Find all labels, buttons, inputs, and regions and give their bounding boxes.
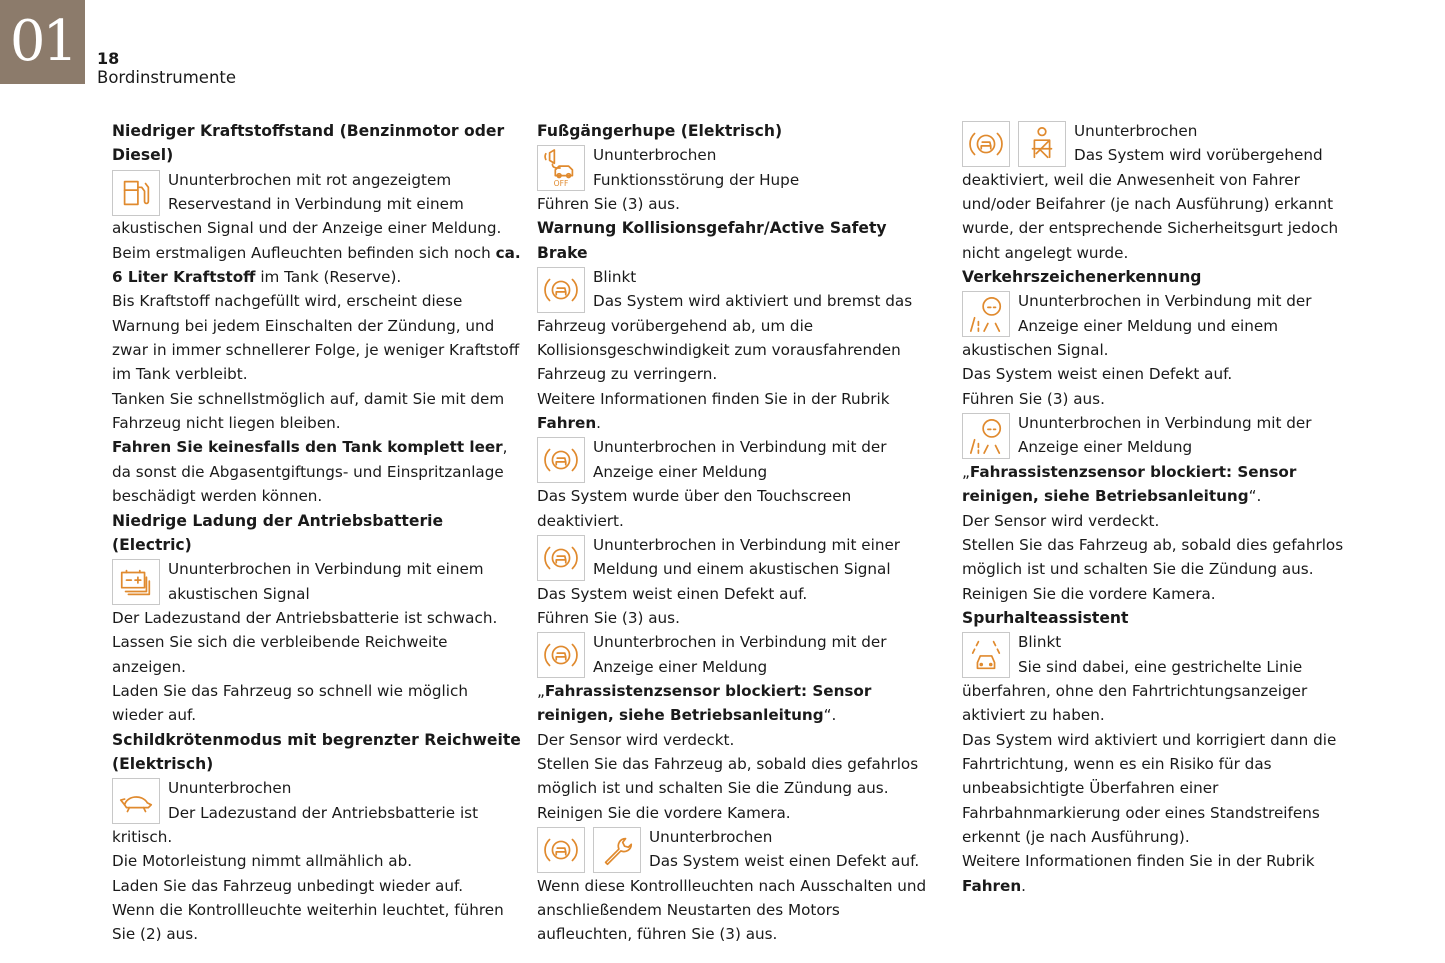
turtle-icon <box>112 778 160 824</box>
text: Funktionsstörung der Hupe <box>593 170 800 189</box>
seatbelt-icon <box>1018 121 1066 167</box>
text: Laden Sie das Fahrzeug unbedingt wieder auf. <box>112 876 464 895</box>
text: Wenn diese Kontrollleuchten nach Ausschalten und anschließendem Neustarten des Motors aufleuchten, führen Sie (3) aus. <box>537 876 927 944</box>
text: Reinigen Sie die vordere Kamera. <box>962 584 1216 603</box>
paragraph <box>112 168 522 241</box>
text: Weitere Informationen finden Sie in der Rubrik <box>537 389 890 408</box>
paragraph <box>112 289 522 386</box>
text: Ununterbrochen in Verbindung mit der Anzeige einer Meldung <box>593 438 887 481</box>
warning-lamp-group <box>962 121 1066 167</box>
text: Ununterbrochen <box>649 827 773 846</box>
warning-lamp-group <box>112 778 160 824</box>
paragraph <box>537 582 937 606</box>
paragraph <box>112 557 522 606</box>
warning-lamp-group <box>537 827 641 873</box>
text: Blinkt <box>1018 633 1062 652</box>
paragraph <box>962 509 1362 533</box>
paragraph <box>537 265 937 289</box>
text: , da sonst die Abgasentgiftungs- und Einspritzanlage beschädigt werden können. <box>112 438 508 506</box>
bold-text: Fahren <box>537 414 597 433</box>
text: Ununterbrochen in Verbindung mit der Anzeige einer Meldung „ <box>537 633 887 700</box>
text: Ununterbrochen mit rot angezeigtem Reservestand in Verbindung mit einem akustischen Signal und der Anzeige einer Meldung. <box>112 170 502 238</box>
wrench-icon <box>593 827 641 873</box>
text: Das System weist einen Defekt auf. <box>649 852 920 871</box>
warning-lamp-group <box>537 535 585 581</box>
warning-lamp-group <box>112 170 160 216</box>
text: “. <box>823 706 837 725</box>
paragraph <box>962 849 1362 898</box>
collision-icon <box>537 535 585 581</box>
paragraph <box>537 387 937 436</box>
paragraph <box>112 630 522 679</box>
paragraph <box>112 679 522 728</box>
text: Das System wird vorübergehend deaktiviert, weil die Anwesenheit von Fahrer und/oder Beifahrer (je nach Ausführung) erkannt wurde, der entsprechende Sicherheitsgurt jedoch nicht angelegt wurde. <box>962 146 1339 262</box>
paragraph <box>537 192 937 216</box>
text: Führen Sie (3) aus. <box>537 608 680 627</box>
paragraph <box>962 362 1362 386</box>
paragraph <box>537 484 937 533</box>
paragraph <box>962 728 1362 850</box>
paragraph <box>112 387 522 436</box>
text: . <box>1021 876 1026 895</box>
battery-icon <box>112 559 160 605</box>
paragraph <box>112 435 522 508</box>
text: Führen Sie (3) aus. <box>537 195 680 214</box>
collision-icon <box>537 827 585 873</box>
text: Die Motorleistung nimmt allmählich ab. <box>112 852 413 871</box>
text: Das System wird aktiviert und bremst das Fahrzeug vorübergehend ab, um die Kollisionsgeschwindigkeit zum vorausfahrenden Fahrzeug zu verringern. <box>537 292 913 384</box>
warning-lamp-group <box>537 437 585 483</box>
paragraph <box>962 119 1362 143</box>
bold-text: Fahren <box>962 876 1022 895</box>
paragraph <box>112 606 522 630</box>
traffic-sign-icon <box>962 413 1010 459</box>
section-heading: Verkehrszeichenerkennung <box>962 268 1202 287</box>
text: Der Ladezustand der Antriebsbatterie ist schwach. <box>112 608 498 627</box>
column-1 <box>112 119 522 947</box>
paragraph <box>537 168 937 192</box>
section-heading: Niedriger Kraftstoffstand (Benzinmotor oder Diesel) <box>112 122 505 165</box>
text: Das System wurde über den Touchscreen deaktiviert. <box>537 487 852 530</box>
text: “. <box>1248 487 1262 506</box>
warning-lamp-group <box>962 632 1010 678</box>
paragraph <box>537 728 937 752</box>
chapter-tab: 01 <box>0 0 85 84</box>
text: Bis Kraftstoff nachgefüllt wird, erscheint diese Warnung bei jedem Einschalten der Zündung, und zwar in immer schnellerer Folge, je weniger Kraftstoff im Tank verbleibt. <box>112 292 520 384</box>
paragraph <box>537 825 937 849</box>
column-2 <box>537 119 937 947</box>
collision-icon <box>537 267 585 313</box>
paragraph <box>962 289 1362 362</box>
paragraph <box>962 387 1362 411</box>
paragraph <box>537 533 937 582</box>
paragraph <box>537 630 937 727</box>
paragraph <box>962 533 1362 582</box>
section-heading: Niedrige Ladung der Antriebsbatterie (Electric) <box>112 511 444 554</box>
paragraph <box>537 801 937 825</box>
page-number: 18 <box>97 49 120 68</box>
text: Stellen Sie das Fahrzeug ab, sobald dies gefahrlos möglich ist und schalten Sie die Zündung aus. <box>537 754 919 798</box>
paragraph <box>537 606 937 630</box>
paragraph <box>962 411 1362 508</box>
warning-lamp-group <box>537 267 585 313</box>
text: . <box>596 414 601 433</box>
column-3 <box>962 119 1362 898</box>
collision-icon <box>537 437 585 483</box>
warning-lamp-group <box>112 559 160 605</box>
text: Der Sensor wird verdeckt. <box>537 730 735 749</box>
warning-lamp-group <box>962 413 1010 459</box>
paragraph <box>112 874 522 898</box>
paragraph <box>962 582 1362 606</box>
paragraph <box>537 435 937 484</box>
bold-text: Fahrassistenzsensor blockiert: Sensor reinigen, siehe Betriebsanleitung <box>537 681 872 725</box>
warning-lamp-group <box>962 291 1010 337</box>
text: im Tank (Reserve). <box>255 268 402 287</box>
text: Das System weist einen Defekt auf. <box>537 584 808 603</box>
text: Der Ladezustand der Antriebsbatterie ist kritisch. <box>112 803 479 846</box>
bold-text: Fahrassistenzsensor blockiert: Sensor reinigen, siehe Betriebsanleitung <box>962 462 1297 506</box>
warning-lamp-group <box>537 632 585 678</box>
paragraph <box>112 241 522 290</box>
section-heading: Schildkrötenmodus mit begrenzter Reichweite (Elektrisch) <box>112 730 521 773</box>
text: Weitere Informationen finden Sie in der Rubrik <box>962 852 1315 871</box>
warning-lamp-group <box>537 145 585 191</box>
bold-text: Fahren Sie keinesfalls den Tank komplett leer <box>112 438 503 457</box>
text: Führen Sie (3) aus. <box>962 389 1105 408</box>
lane-icon <box>962 632 1010 678</box>
text: Der Sensor wird verdeckt. <box>962 511 1160 530</box>
traffic-sign-icon <box>962 291 1010 337</box>
paragraph <box>962 630 1362 654</box>
fuel-icon <box>112 170 160 216</box>
paragraph <box>537 289 937 386</box>
collision-icon <box>537 632 585 678</box>
text: Ununterbrochen <box>1074 122 1198 140</box>
bold-text: ca. 6 Liter Kraftstoff <box>112 243 521 287</box>
paragraph <box>537 752 937 801</box>
horn-off-icon <box>537 145 585 191</box>
text: Sie sind dabei, eine gestrichelte Linie überfahren, ohne den Fahrtrichtungsanzeiger aktiviert zu haben. <box>962 657 1308 725</box>
text: Reinigen Sie die vordere Kamera. <box>537 803 791 822</box>
paragraph <box>962 655 1362 728</box>
section-heading: Warnung Kollisionsgefahr/Active Safety Brake <box>537 219 887 262</box>
text: Ununterbrochen in Verbindung mit der Anzeige einer Meldung „ <box>962 414 1312 481</box>
text: Wenn die Kontrollleuchte weiterhin leuchtet, führen Sie (2) aus. <box>112 901 504 944</box>
text: Beim erstmaligen Aufleuchten befinden sich noch <box>112 243 496 262</box>
paragraph <box>112 849 522 873</box>
text: Ununterbrochen in Verbindung mit einem akustischen Signal <box>168 560 484 603</box>
paragraph <box>537 874 937 947</box>
text: Das System wird aktiviert und korrigiert dann die Fahrtrichtung, wenn es ein Risiko für das unbeabsichtigte Überfahren einer Fahrbahnmarkierung oder eines Standstreifens erkennt (je nach Ausführung). <box>962 730 1337 846</box>
section-title: Bordinstrumente <box>97 68 237 87</box>
text: Ununterbrochen in Verbindung mit einer Meldung und einem akustischen Signal <box>593 535 901 579</box>
text: Ununterbrochen <box>593 146 717 165</box>
paragraph <box>112 776 522 800</box>
text: Ununterbrochen in Verbindung mit der Anzeige einer Meldung und einem akustischen Signal. <box>962 292 1312 360</box>
text: Stellen Sie das Fahrzeug ab, sobald dies gefahrlos möglich ist und schalten Sie die Zündung aus. <box>962 535 1344 579</box>
section-heading: Spurhalteassistent <box>962 608 1129 627</box>
svg-text:OFF: OFF <box>553 179 569 188</box>
paragraph <box>112 801 522 850</box>
text: Tanken Sie schnellstmöglich auf, damit Sie mit dem Fahrzeug nicht liegen bleiben. <box>112 389 505 433</box>
text: Das System weist einen Defekt auf. <box>962 365 1233 384</box>
text: Blinkt <box>593 268 637 287</box>
text: Ununterbrochen <box>168 779 292 798</box>
text: Lassen Sie sich die verbleibende Reichweite anzeigen. <box>112 633 448 676</box>
text: Laden Sie das Fahrzeug so schnell wie möglich wieder auf. <box>112 681 468 725</box>
collision-icon <box>962 121 1010 167</box>
section-heading: Fußgängerhupe (Elektrisch) <box>537 122 783 140</box>
paragraph <box>112 898 522 947</box>
